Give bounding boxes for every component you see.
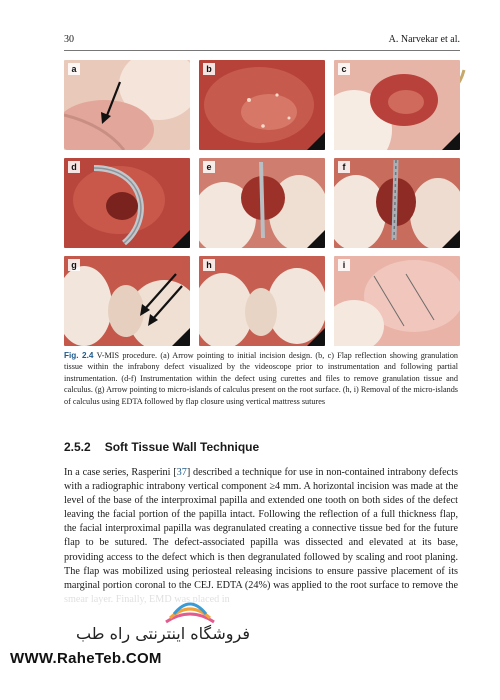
figure-panel-d bbox=[64, 158, 190, 248]
figure-panel-i bbox=[334, 256, 460, 346]
caption-text: V-MIS procedure. (a) Arrow pointing to initial incision design. (b, c) Flap reflection showing granulation tissue within the infrabony defect visualized by the videoscope prior to instrumentation and following partial instrumentation. (d-f) Instrumentation within the defect using curettes and files to remove granulation tissue and calculus. (g) Arrow pointing to micro-islands of calculus present on the root surface. (h, i) Removal of the micro-islands of calculus using EDTA followed by flap closure using vertical mattress sutures bbox=[64, 351, 459, 406]
running-author: A. Narvekar et al. bbox=[388, 34, 460, 45]
book-logo-icon bbox=[160, 596, 220, 626]
figure-panel-f bbox=[334, 158, 460, 248]
figure-label: Fig. 2.4 bbox=[64, 351, 94, 360]
figure-panel-e bbox=[199, 158, 325, 248]
figure-caption bbox=[64, 350, 458, 407]
section-heading bbox=[64, 440, 458, 454]
panel-h-photo bbox=[199, 256, 325, 346]
panel-letter: d bbox=[68, 161, 80, 173]
panel-i-photo bbox=[334, 256, 460, 346]
panel-letter: i bbox=[338, 259, 350, 271]
page-number: 30 bbox=[64, 34, 74, 45]
panel-letter: g bbox=[68, 259, 80, 271]
panel-e-photo bbox=[199, 158, 325, 248]
panel-b-photo bbox=[199, 60, 325, 150]
running-header bbox=[64, 34, 460, 48]
figure-panel-h bbox=[199, 256, 325, 346]
store-url: WWW.RaheTeb.COM bbox=[10, 650, 162, 667]
body-text-after-ref: ] described a technique for use in non-contained intrabony defects with a radiographic intrabony vertical component ≥4 mm. A horizontal incision was made at the level of the base of the interproximal papilla and extended one tooth on both sides of the defect leaving the facial portion of the papilla intact. Following the reflection of a full thickness flap, the facial interproximal papilla was degranulated creating a connective tissue bed for the future flap to be sutured. The defect-associated papilla was dissected and elevated at its base, providing access to the defect which is then degranulated followed by scaling and root planing. The flap was mobilized using periosteal releasing incisions to ensure passive placement of its marginal portion coronal to the CEJ. EDTA (24%) was applied to the root surface to remove the bbox=[64, 467, 458, 591]
store-name: فروشگاه اینترنتی راه طب bbox=[76, 624, 250, 643]
panel-letter: a bbox=[68, 63, 80, 75]
section-number: 2.5.2 bbox=[64, 440, 91, 454]
panel-letter: b bbox=[203, 63, 215, 75]
panel-c-photo bbox=[334, 60, 460, 150]
body-text-before-ref: In a case series, Rasperini [ bbox=[64, 467, 177, 478]
panel-d-photo bbox=[64, 158, 190, 248]
header-rule bbox=[64, 50, 460, 51]
panel-letter: e bbox=[203, 161, 215, 173]
figure-panel-b bbox=[199, 60, 325, 150]
panel-f-photo bbox=[334, 158, 460, 248]
panel-letter: c bbox=[338, 63, 350, 75]
store-watermark bbox=[0, 594, 260, 674]
panel-g-photo bbox=[64, 256, 190, 346]
figure-panel-c bbox=[334, 60, 460, 150]
figure-panel-g bbox=[64, 256, 190, 346]
figure-2-4 bbox=[64, 60, 460, 348]
figure-panel-a bbox=[64, 60, 190, 150]
panel-a-photo bbox=[64, 60, 190, 150]
panel-letter: f bbox=[338, 161, 350, 173]
body-paragraph bbox=[64, 466, 458, 607]
section-title: Soft Tissue Wall Technique bbox=[104, 440, 260, 454]
citation-link[interactable]: 37 bbox=[176, 467, 187, 478]
panel-letter: h bbox=[203, 259, 215, 271]
